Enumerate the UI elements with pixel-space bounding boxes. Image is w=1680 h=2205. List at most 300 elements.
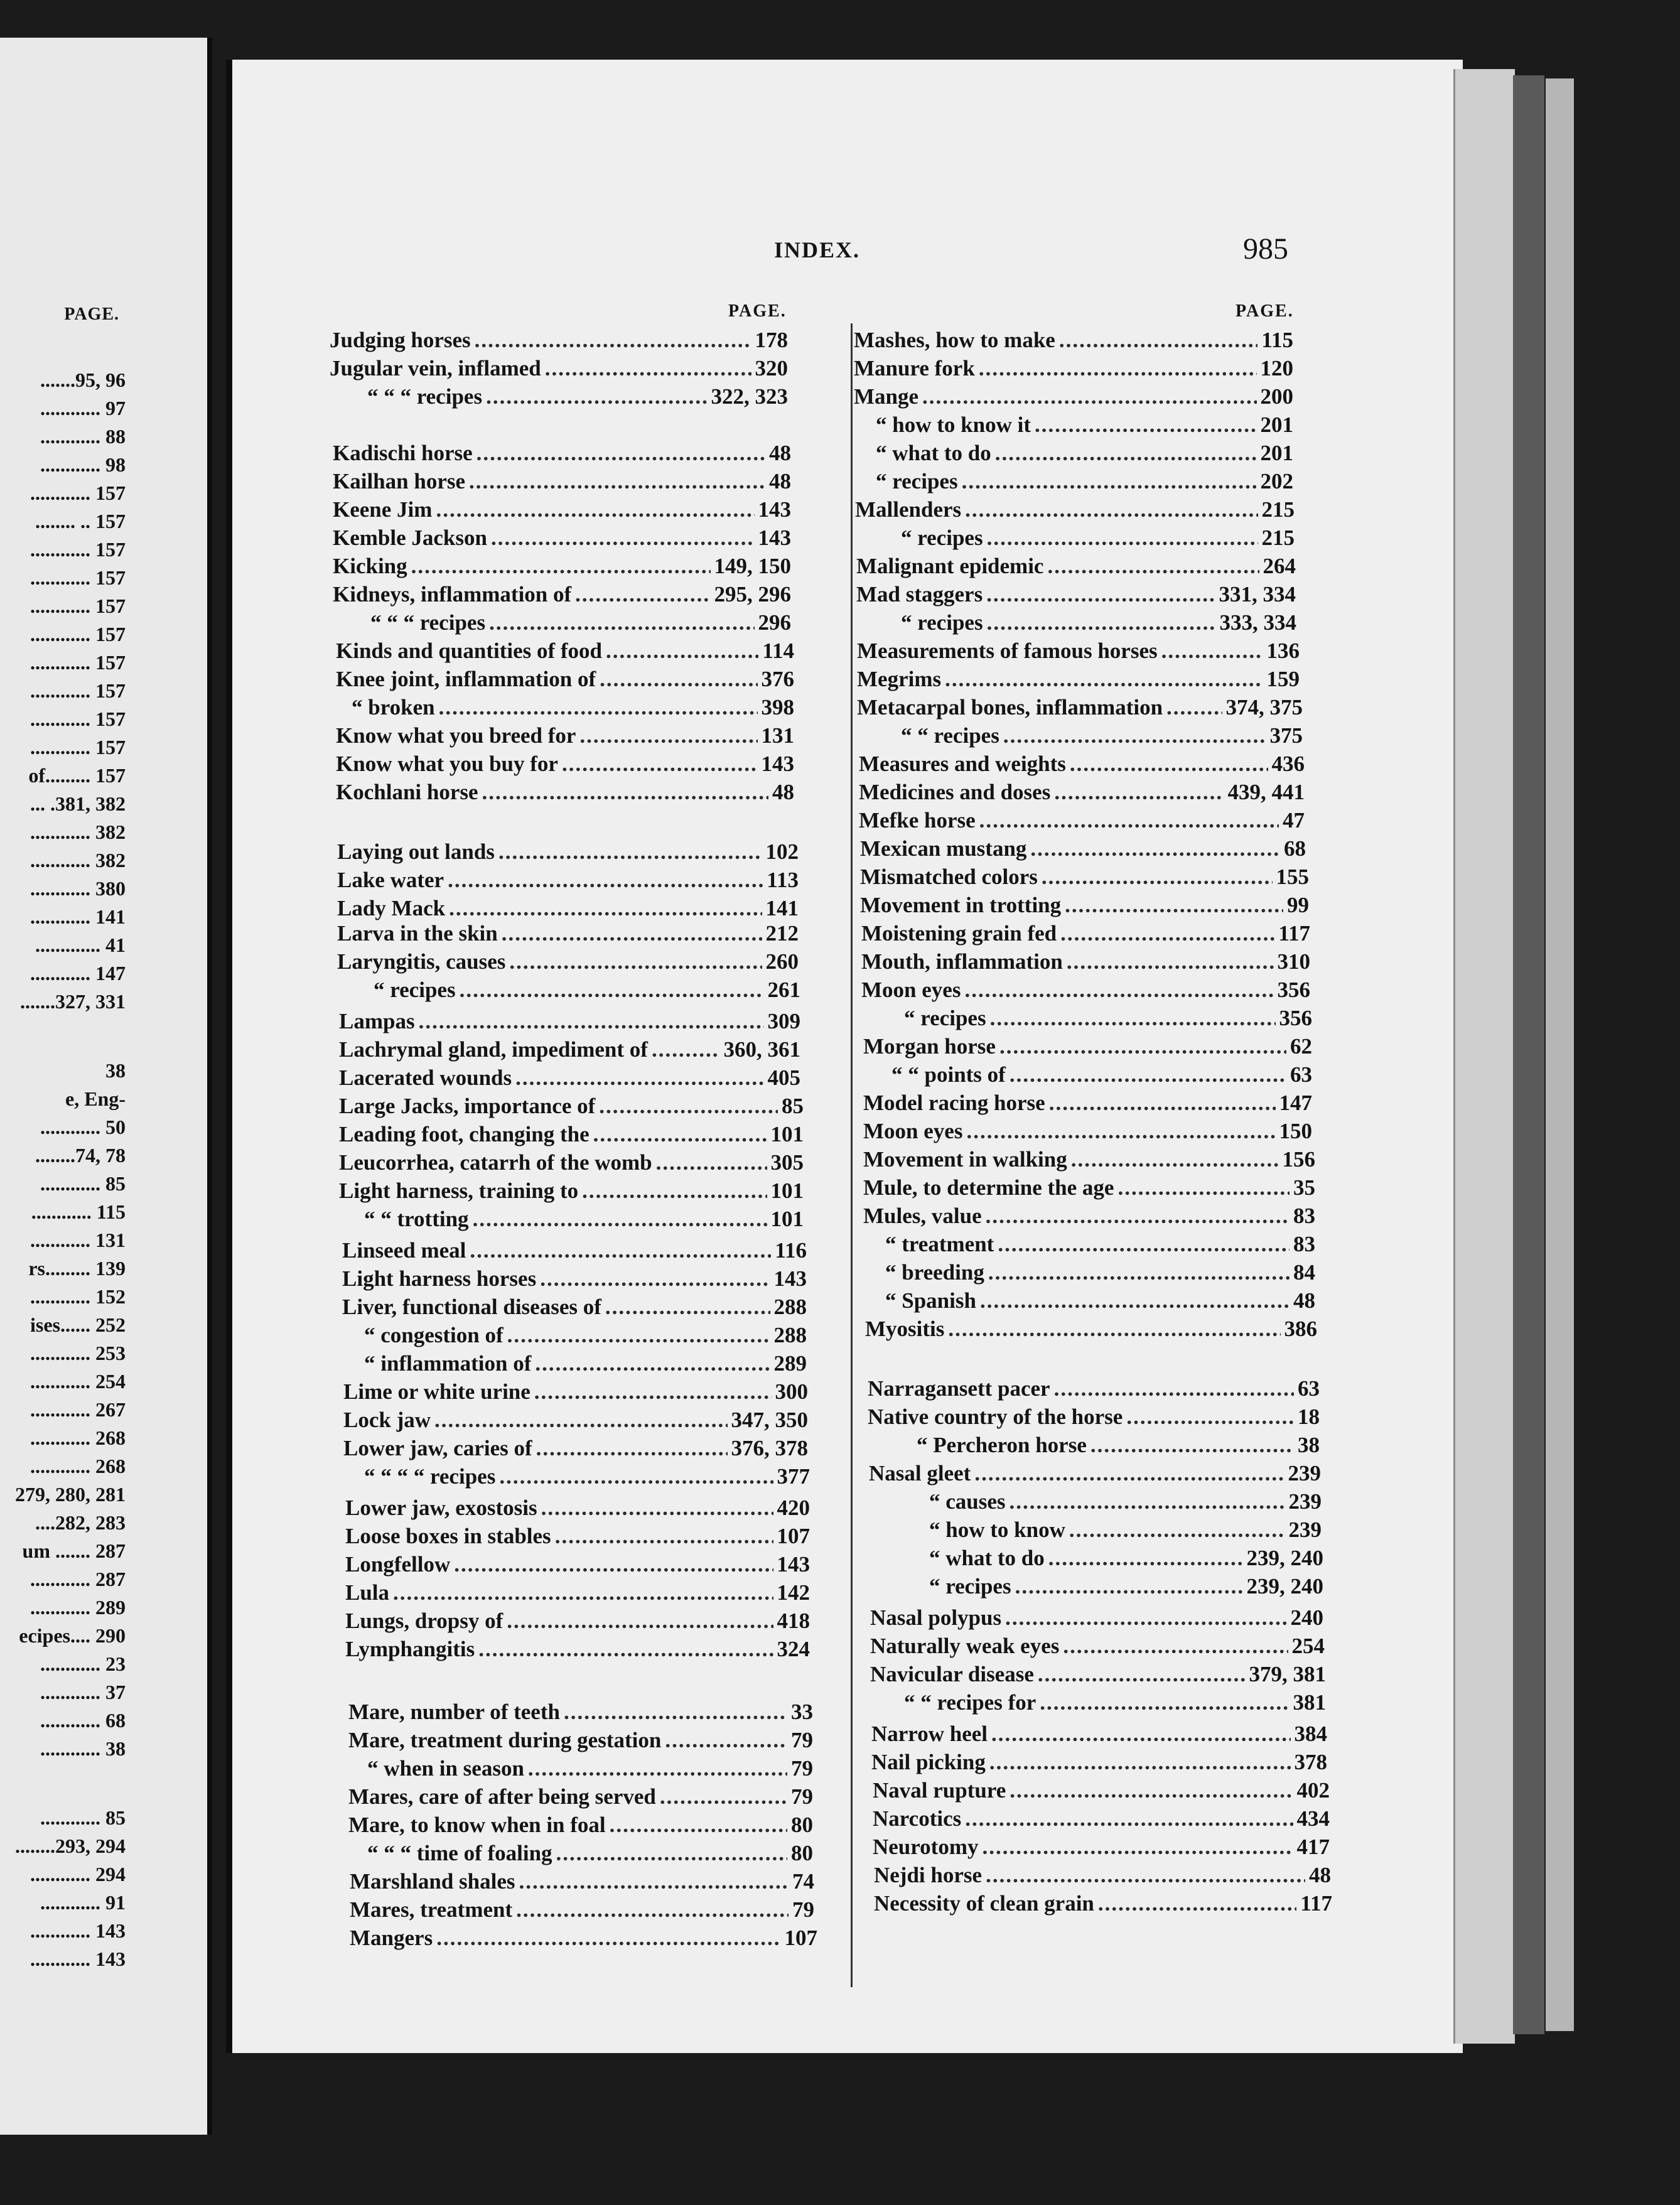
- entry-term: Marshland shales: [350, 1869, 515, 1894]
- dot-leader: [489, 609, 754, 637]
- entry-pages: 376, 378: [731, 1436, 808, 1460]
- entry-pages: 178: [755, 328, 788, 352]
- dot-leader: [962, 468, 1257, 495]
- dot-leader: [1059, 326, 1258, 354]
- dot-leader: [449, 895, 762, 922]
- dot-leader: [1166, 694, 1222, 721]
- entry-term: Leading foot, changing the: [339, 1122, 590, 1146]
- entry-term: Mare, treatment during gestation: [348, 1728, 662, 1752]
- dot-leader: [989, 1749, 1291, 1776]
- dot-leader: [966, 1118, 1275, 1145]
- facing-page-line: ............ 157: [30, 651, 126, 674]
- entry-term: Myositis: [865, 1317, 945, 1341]
- dot-leader: [964, 976, 1273, 1004]
- index-entry: [343, 1378, 808, 1406]
- index-entry: [339, 1008, 800, 1035]
- entry-term: Mismatched colors: [860, 865, 1038, 889]
- entry-term: Kidneys, inflammation of: [333, 582, 572, 607]
- index-entry: [337, 948, 799, 976]
- entry-term: Liver, functional diseases of: [342, 1295, 601, 1319]
- facing-page-line: ... .381, 382: [30, 792, 126, 815]
- facing-page-line: 279, 280, 281: [15, 1483, 126, 1506]
- entry-pages: 149, 150: [714, 554, 791, 578]
- entry-pages: 356: [1279, 1006, 1312, 1030]
- facing-page-line: ............ 289: [30, 1596, 126, 1619]
- entry-term: “ causes: [929, 1489, 1006, 1514]
- index-entry: [871, 1749, 1327, 1776]
- dot-leader: [436, 1924, 780, 1952]
- dot-leader: [475, 326, 751, 354]
- dot-leader: [1049, 1089, 1276, 1117]
- entry-term: Lacerated wounds: [339, 1065, 512, 1090]
- index-entry: [868, 1375, 1320, 1403]
- index-entry: [345, 1494, 810, 1522]
- index-entry: [367, 383, 788, 411]
- entry-term: “ when in season: [367, 1756, 524, 1781]
- entry-term: “ “ points of: [891, 1062, 1006, 1087]
- index-entry: [873, 1777, 1330, 1804]
- entry-pages: 261: [767, 978, 800, 1002]
- entry-pages: 47: [1283, 808, 1305, 833]
- facing-page-line: ............ 115: [31, 1200, 126, 1223]
- entry-term: Mouth, inflammation: [861, 949, 1063, 974]
- index-entry: [863, 1089, 1312, 1117]
- index-entry: [873, 1833, 1330, 1861]
- entry-pages: 324: [777, 1637, 810, 1661]
- entry-term: “ recipes: [929, 1574, 1011, 1598]
- index-entry: [859, 750, 1305, 778]
- entry-term: Kadischi horse: [333, 441, 473, 465]
- entry-pages: 331, 334: [1219, 582, 1296, 607]
- entry-term: “ “ “ recipes: [367, 384, 483, 409]
- entry-term: Narrow heel: [871, 1722, 988, 1746]
- index-entry: [345, 1607, 810, 1635]
- dot-leader: [999, 1033, 1286, 1060]
- entry-term: Nasal gleet: [869, 1461, 971, 1485]
- entry-pages: 288: [773, 1295, 807, 1319]
- entry-pages: 305: [770, 1150, 804, 1175]
- entry-term: Know what you breed for: [336, 723, 576, 748]
- facing-page-line: ecipes.... 290: [19, 1624, 126, 1647]
- dot-leader: [528, 1755, 787, 1782]
- index-entry: [348, 1698, 813, 1726]
- index-entry: [339, 1036, 800, 1064]
- entry-pages: 80: [791, 1813, 813, 1837]
- index-entry: [885, 1231, 1315, 1258]
- entry-term: Kochlani horse: [336, 780, 478, 804]
- entry-term: “ recipes: [876, 469, 958, 493]
- dot-leader: [986, 581, 1215, 608]
- index-entry: [929, 1573, 1323, 1600]
- entry-term: “ how to know: [929, 1518, 1065, 1542]
- entry-term: Manure fork: [854, 356, 975, 380]
- entry-term: Lime or white urine: [343, 1379, 530, 1404]
- entry-term: Knee joint, inflammation of: [336, 667, 596, 691]
- index-entry: [856, 553, 1296, 580]
- dot-leader: [470, 1237, 771, 1264]
- entry-term: Measures and weights: [859, 752, 1066, 776]
- dot-leader: [478, 1636, 773, 1663]
- entry-term: Jugular vein, inflamed: [330, 356, 541, 380]
- facing-page-line: ............ 157: [30, 595, 126, 617]
- page-number: 985: [1243, 232, 1288, 266]
- entry-term: Leucorrhea, catarrh of the womb: [339, 1150, 652, 1175]
- entry-pages: 84: [1293, 1260, 1315, 1285]
- entry-term: Measurements of famous horses: [857, 639, 1158, 663]
- facing-page-line: ............ 267: [30, 1398, 126, 1421]
- right-column-header: PAGE.: [1236, 301, 1294, 321]
- entry-term: Lower jaw, caries of: [343, 1436, 532, 1460]
- entry-pages: 48: [772, 780, 794, 804]
- entry-term: Movement in walking: [863, 1147, 1067, 1172]
- facing-page-line: ............ 157: [30, 566, 126, 589]
- entry-pages: 309: [767, 1009, 800, 1033]
- entry-term: Navicular disease: [870, 1662, 1034, 1686]
- entry-term: “ how to know it: [876, 412, 1031, 437]
- entry-term: Kinds and quantities of food: [336, 639, 603, 663]
- dot-leader: [945, 666, 1263, 693]
- index-entry: [876, 439, 1293, 467]
- dot-leader: [491, 524, 755, 552]
- entry-term: “ broken: [352, 695, 435, 720]
- facing-page-line: ............ 294: [30, 1863, 126, 1885]
- entry-term: Moistening grain fed: [861, 921, 1057, 946]
- left-column-header: PAGE.: [728, 301, 787, 321]
- dot-leader: [1035, 411, 1257, 439]
- entry-term: Medicines and doses: [859, 780, 1051, 804]
- entry-pages: 159: [1266, 667, 1300, 691]
- entry-term: Metacarpal bones, inflammation: [857, 695, 1163, 720]
- entry-term: Mad staggers: [856, 582, 983, 607]
- entry-pages: 141: [765, 896, 799, 920]
- index-entry: [857, 666, 1300, 693]
- entry-pages: 38: [1298, 1433, 1320, 1457]
- dot-leader: [995, 439, 1257, 467]
- entry-term: Neurotomy: [873, 1835, 979, 1859]
- page-edge: [1453, 69, 1515, 2044]
- entry-term: Movement in trotting: [860, 893, 1062, 917]
- dot-leader: [1010, 1777, 1293, 1804]
- dot-leader: [593, 1121, 767, 1148]
- facing-page-line: ............ 268: [30, 1455, 126, 1477]
- dot-leader: [988, 1259, 1290, 1286]
- entry-term: “ congestion of: [364, 1323, 503, 1347]
- entry-term: Kailhan horse: [333, 469, 466, 493]
- dot-leader: [1065, 892, 1283, 919]
- entry-pages: 18: [1298, 1404, 1320, 1429]
- dot-leader: [1067, 948, 1274, 976]
- index-entry: [374, 976, 800, 1004]
- index-entry: [904, 1005, 1312, 1032]
- entry-term: Laryngitis, causes: [337, 949, 506, 974]
- index-entry: [330, 355, 788, 382]
- index-entry: [857, 694, 1303, 721]
- entry-pages: 356: [1277, 978, 1310, 1002]
- entry-pages: 102: [765, 839, 799, 864]
- facing-page-column-header: PAGE.: [64, 305, 119, 324]
- index-entry: [854, 355, 1293, 382]
- dot-leader: [1047, 553, 1259, 580]
- entry-pages: 114: [762, 639, 794, 663]
- entry-term: Lady Mack: [337, 896, 446, 920]
- entry-term: “ “ “ time of foaling: [367, 1841, 552, 1865]
- entry-pages: 201: [1260, 441, 1293, 465]
- entry-term: Light harness, training to: [339, 1178, 579, 1203]
- entry-pages: 376: [761, 667, 794, 691]
- entry-pages: 131: [761, 723, 794, 748]
- index-entry: [859, 807, 1305, 834]
- entry-pages: 143: [761, 752, 794, 776]
- dot-leader: [482, 779, 768, 806]
- entry-term: Mares, care of after being served: [348, 1784, 656, 1809]
- entry-pages: 264: [1263, 554, 1296, 578]
- dot-leader: [990, 1005, 1276, 1032]
- entry-pages: 62: [1290, 1034, 1312, 1059]
- entry-term: Narragansett pacer: [868, 1376, 1050, 1401]
- entry-term: Mefke horse: [859, 808, 976, 833]
- index-entry: [370, 609, 791, 637]
- entry-pages: 79: [791, 1784, 813, 1809]
- dot-leader: [535, 1350, 770, 1377]
- index-entry: [337, 866, 799, 894]
- index-entry: [870, 1632, 1325, 1660]
- dot-leader: [534, 1378, 772, 1406]
- index-entry: [330, 326, 788, 354]
- dot-leader: [1003, 722, 1266, 750]
- index-entry: [336, 779, 794, 806]
- dot-leader: [979, 807, 1279, 834]
- facing-page-line: ............ 50: [40, 1116, 126, 1138]
- facing-page-line: ............ 131: [30, 1229, 126, 1251]
- facing-page-line: um ....... 287: [22, 1539, 126, 1562]
- entry-term: Large Jacks, importance of: [339, 1094, 596, 1118]
- entry-term: “ breeding: [885, 1260, 984, 1285]
- entry-term: Lula: [345, 1580, 390, 1605]
- entry-term: Mare, to know when in foal: [348, 1813, 606, 1837]
- dot-leader: [1126, 1403, 1294, 1431]
- entry-term: Naturally weak eyes: [870, 1634, 1060, 1658]
- dot-leader: [562, 750, 758, 778]
- entry-term: Necessity of clean grain: [874, 1891, 1094, 1916]
- dot-leader: [575, 581, 710, 608]
- entry-pages: 85: [782, 1094, 804, 1118]
- dot-leader: [419, 1008, 764, 1035]
- entry-pages: 254: [1291, 1634, 1325, 1658]
- entry-pages: 402: [1296, 1778, 1330, 1803]
- entry-pages: 377: [777, 1464, 810, 1489]
- dot-leader: [1030, 835, 1280, 863]
- entry-pages: 381: [1293, 1690, 1326, 1715]
- entry-pages: 310: [1277, 949, 1310, 974]
- entry-pages: 83: [1293, 1232, 1315, 1256]
- dot-leader: [606, 637, 758, 665]
- index-entry: [333, 468, 791, 495]
- dot-leader: [507, 1607, 773, 1635]
- entry-pages: 420: [777, 1496, 810, 1520]
- index-entry: [859, 779, 1305, 806]
- entry-pages: 80: [791, 1841, 813, 1865]
- dot-leader: [1054, 779, 1224, 806]
- facing-page-line: ............. 41: [35, 934, 126, 956]
- entry-pages: 48: [1293, 1288, 1315, 1313]
- entry-term: Model racing horse: [863, 1091, 1045, 1115]
- entry-pages: 74: [792, 1869, 814, 1894]
- dot-leader: [599, 1092, 778, 1120]
- entry-pages: 116: [775, 1238, 807, 1263]
- entry-term: Morgan horse: [863, 1034, 996, 1059]
- facing-page-line: .......95, 96: [40, 369, 126, 391]
- index-entry: [350, 1868, 814, 1895]
- dot-leader: [1098, 1890, 1297, 1917]
- entry-term: Know what you buy for: [336, 752, 558, 776]
- entry-term: Lachrymal gland, impediment of: [339, 1037, 648, 1062]
- entry-term: Mashes, how to make: [854, 328, 1055, 352]
- entry-pages: 201: [1260, 412, 1293, 437]
- dot-leader: [582, 1177, 767, 1205]
- index-entry: [856, 581, 1296, 608]
- dot-leader: [519, 1868, 789, 1895]
- dot-leader: [665, 1727, 787, 1754]
- entry-pages: 300: [775, 1379, 808, 1404]
- dot-leader: [1010, 1488, 1285, 1516]
- entry-pages: 79: [791, 1728, 813, 1752]
- entry-pages: 398: [761, 695, 794, 720]
- index-entry: [860, 835, 1306, 863]
- index-entry: [857, 637, 1300, 665]
- entry-term: “ “ “ “ recipes: [364, 1464, 496, 1489]
- index-entry: [345, 1523, 810, 1550]
- dot-leader: [448, 866, 763, 894]
- index-entry: [337, 895, 799, 922]
- index-entry: [337, 920, 799, 947]
- index-entry: [342, 1265, 807, 1293]
- entry-pages: 295, 296: [714, 582, 791, 607]
- index-entry: [901, 722, 1303, 750]
- book-spine-edge: [1546, 78, 1574, 2031]
- dot-leader: [1042, 863, 1273, 891]
- index-entry: [339, 1121, 804, 1148]
- entry-pages: 374, 375: [1225, 695, 1303, 720]
- entry-pages: 333, 334: [1219, 610, 1296, 635]
- index-entry: [861, 948, 1310, 976]
- entry-term: Light harness horses: [342, 1266, 537, 1291]
- index-entry: [348, 1727, 813, 1754]
- facing-page-line: ............ 382: [30, 821, 126, 843]
- dot-leader: [1054, 1375, 1294, 1403]
- dot-leader: [987, 524, 1258, 552]
- dot-leader: [473, 1205, 767, 1233]
- entry-pages: 142: [777, 1580, 810, 1605]
- dot-leader: [948, 1315, 1280, 1343]
- facing-page-line: ............ 147: [30, 962, 126, 984]
- entry-term: Narcotics: [873, 1806, 962, 1831]
- entry-pages: 260: [765, 949, 799, 974]
- entry-pages: 117: [1278, 921, 1310, 946]
- facing-page-line: e, Eng-: [65, 1087, 126, 1110]
- entry-pages: 434: [1296, 1806, 1330, 1831]
- dot-leader: [540, 1265, 770, 1293]
- index-entry: [854, 326, 1293, 354]
- facing-page-line: 38: [105, 1059, 126, 1082]
- dot-leader: [541, 1494, 773, 1522]
- entry-pages: 200: [1260, 384, 1293, 409]
- book-cover-edge: [1513, 75, 1544, 2034]
- entry-term: Nejdi horse: [874, 1863, 983, 1887]
- dot-leader: [965, 1805, 1293, 1833]
- entry-pages: 386: [1284, 1317, 1317, 1341]
- facing-page-line: ............ 157: [30, 623, 126, 645]
- facing-page-line: ........293, 294: [15, 1835, 126, 1857]
- entry-pages: 212: [765, 921, 799, 946]
- dot-leader: [507, 1322, 770, 1349]
- entry-pages: 101: [770, 1178, 804, 1203]
- facing-page-line: ............ 152: [30, 1285, 126, 1308]
- index-entry: [333, 553, 791, 580]
- index-entry: [339, 1064, 800, 1092]
- dot-leader: [1060, 920, 1274, 947]
- facing-page-fragment: [0, 38, 212, 2135]
- dot-leader: [499, 1463, 773, 1491]
- facing-page-line: rs......... 139: [28, 1257, 126, 1280]
- dot-leader: [980, 1287, 1290, 1315]
- entry-pages: 101: [770, 1207, 804, 1231]
- facing-page-line: .......327, 331: [20, 990, 126, 1013]
- entry-pages: 239: [1288, 1461, 1321, 1485]
- index-entry: [901, 609, 1296, 637]
- dot-leader: [656, 1149, 767, 1177]
- entry-term: Kicking: [333, 554, 407, 578]
- index-entry: [336, 666, 794, 693]
- index-entry: [869, 1460, 1321, 1487]
- entry-term: Malignant epidemic: [856, 554, 1044, 578]
- entry-pages: 379, 381: [1249, 1662, 1326, 1686]
- index-entry: [863, 1174, 1315, 1202]
- index-entry: [345, 1636, 810, 1663]
- running-title: INDEX.: [774, 237, 861, 262]
- entry-pages: 136: [1266, 639, 1300, 663]
- index-entry: [854, 383, 1293, 411]
- dot-leader: [439, 694, 758, 721]
- entry-term: Nail picking: [871, 1750, 986, 1774]
- dot-leader: [1063, 1632, 1288, 1660]
- index-entry: [336, 637, 794, 665]
- entry-term: Mules, value: [863, 1204, 982, 1228]
- facing-page-line: ............ 38: [40, 1737, 126, 1760]
- dot-leader: [1070, 750, 1268, 778]
- facing-page-line: ............ 98: [40, 453, 126, 476]
- facing-page-line: ........74, 78: [35, 1144, 126, 1167]
- entry-pages: 347, 350: [731, 1408, 808, 1432]
- entry-pages: 239: [1288, 1489, 1322, 1514]
- index-entry: [336, 722, 794, 750]
- entry-term: Mallenders: [855, 497, 962, 522]
- entry-term: “ “ trotting: [364, 1207, 469, 1231]
- entry-term: Lake water: [337, 868, 444, 892]
- facing-page-line: ............ 85: [40, 1172, 126, 1195]
- index-entry: [364, 1463, 810, 1491]
- index-entry: [870, 1604, 1323, 1632]
- entry-term: Nasal polypus: [870, 1605, 1002, 1630]
- dot-leader: [1069, 1516, 1285, 1544]
- entry-pages: 48: [769, 469, 791, 493]
- index-entry: [861, 976, 1310, 1004]
- dot-leader: [986, 1862, 1305, 1889]
- facing-page-line: ............ 254: [30, 1370, 126, 1393]
- dot-leader: [986, 1202, 1290, 1230]
- index-entry: [364, 1322, 807, 1349]
- entry-term: “ treatment: [885, 1232, 994, 1256]
- index-entry: [874, 1890, 1332, 1917]
